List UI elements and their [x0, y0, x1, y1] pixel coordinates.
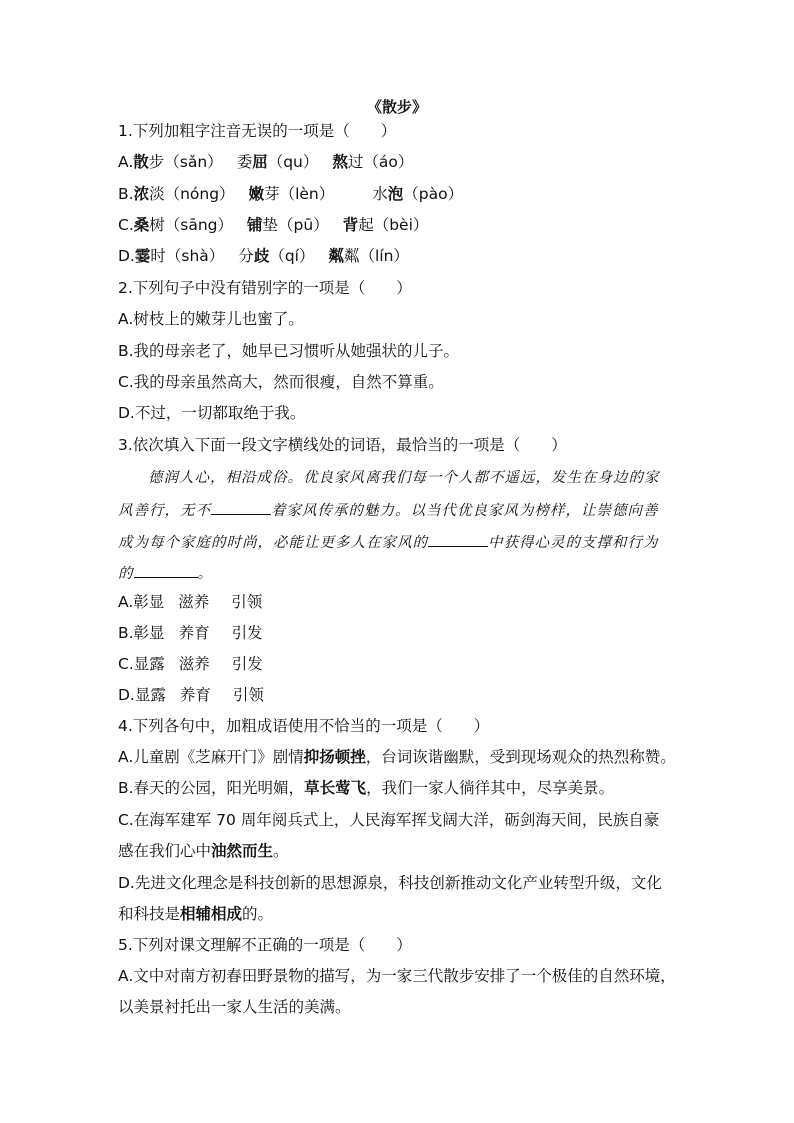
q2-option-b: B.我的母亲老了，她早已习惯听从她强状的儿子。 [118, 342, 460, 360]
q3-passage-line-2: 风善行，无不 着家风传承的魅力。以当代优良家风为榜样，让崇德向善 [118, 499, 659, 520]
q5-stem: 5.下列对课文理解不正确的一项是（ ） [118, 936, 412, 954]
q3-option-d: D.显露 养育 引领 [118, 686, 264, 704]
q3-blank-2 [428, 532, 488, 547]
q2-option-c: C.我的母亲虽然高大，然而很瘦，自然不算重。 [118, 373, 444, 391]
q5-option-a-line-1: A.文中对南方初春田野景物的描写，为一家三代散步安排了一个极佳的自然环境， [118, 967, 676, 985]
q3-option-c: C.显露 滋养 引发 [118, 655, 263, 673]
q3-option-a: A.彰显 滋养 引领 [118, 593, 263, 611]
q4-option-b: B.春天的公园，阳光明媚，草长莺飞，我们一家人徜徉其中，尽享美景。 [118, 779, 615, 797]
q2-option-a: A.树枝上的嫩芽儿也蜜了。 [118, 310, 304, 328]
q3-passage-line-1: 德润人心，相沿成俗。优良家风离我们每一个人都不遥远，发生在身边的家 [148, 470, 660, 486]
q1-option-c: C.桑树（sāng） 铺垫（pū） 背起（bèi） [118, 216, 429, 234]
q1-option-d: D.霎时（shà） 分歧（qí） 粼粼（lín） [118, 247, 409, 265]
q3-passage-line-4: 的 。 [118, 562, 213, 583]
q1-option-a: A.散步（sǎn） 委屈（qu） 熬过（áo） [118, 153, 414, 171]
q5-option-a-line-2: 以美景衬托出一家人生活的美满。 [118, 998, 351, 1016]
q1-stem: 1.下列加粗字注音无误的一项是（ ） [118, 122, 397, 140]
q4-option-a: A.儿童剧《芝麻开门》剧情抑扬顿挫，台词诙谐幽默，受到现场观众的热烈称赞。 [118, 748, 676, 766]
q3-passage-line-3: 成为每个家庭的时尚，必能让更多人在家风的 中获得心灵的支撑和行为 [118, 531, 659, 552]
q2-option-d: D.不过，一切都取绝于我。 [118, 404, 306, 422]
q4-option-d-line-2: 和科技是相辅相成的。 [118, 905, 274, 923]
q1-option-b: B.浓淡（nóng） 嫩芽（lèn） 水泡（pào） [118, 185, 464, 203]
q4-option-c-line-1: C.在海军建军 70 周年阅兵式上，人民海军挥戈阔大洋，砺剑海天间，民族自豪 [118, 811, 660, 829]
q3-stem: 3.依次填入下面一段文字横线处的词语，最恰当的一项是（ ） [118, 436, 567, 454]
q4-stem: 4.下列各句中，加粗成语使用不恰当的一项是（ ） [118, 717, 490, 735]
document-title: 《散步》 [366, 98, 427, 116]
q4-option-c-line-2: 感在我们心中油然而生。 [118, 842, 289, 860]
q4-option-d-line-1: D.先进文化理念是科技创新的思想源泉，科技创新推动文化产业转型升级，文化 [118, 874, 662, 892]
q3-option-b: B.彰显 养育 引发 [118, 624, 263, 642]
q2-stem: 2.下列句子中没有错别字的一项是（ ） [118, 279, 412, 297]
q3-blank-3 [134, 563, 198, 578]
q3-blank-1 [211, 500, 271, 515]
